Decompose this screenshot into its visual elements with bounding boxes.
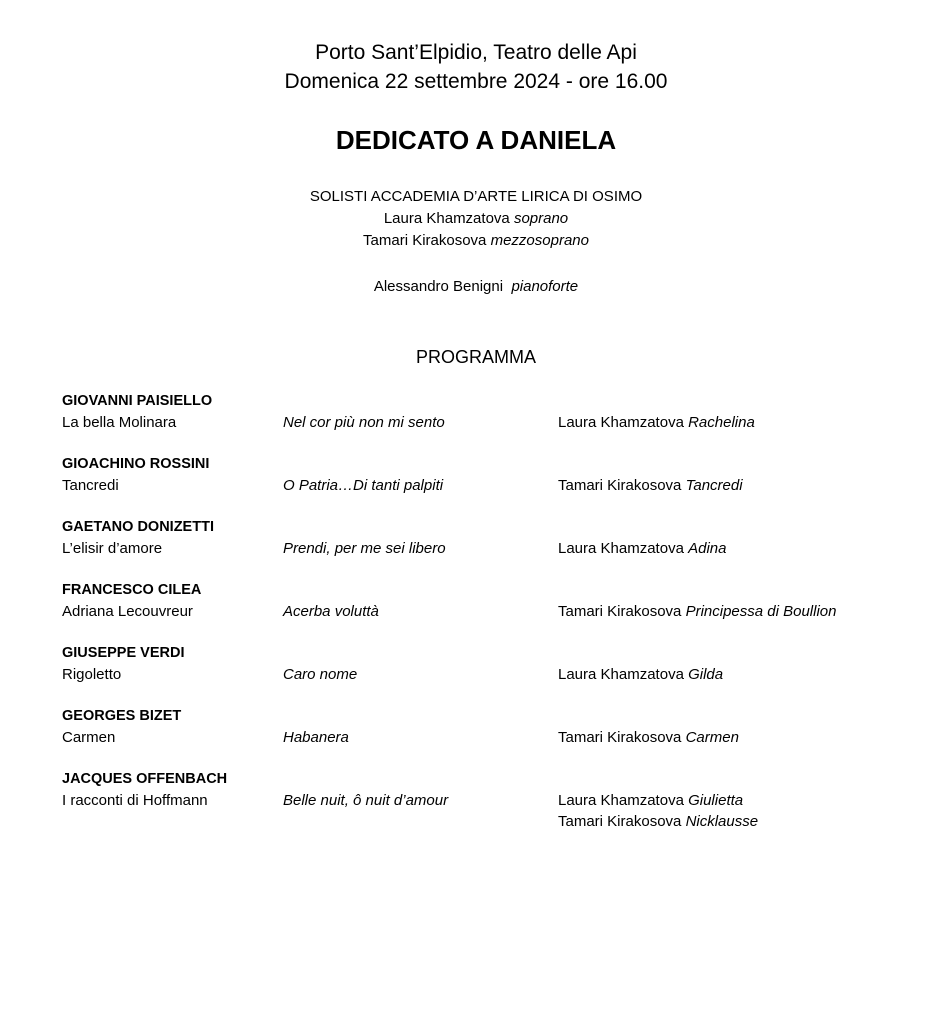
program-item — [62, 454, 902, 517]
aria-title: Prendi, per me sei libero — [283, 540, 446, 557]
singer-line — [558, 475, 743, 496]
aria-title: Acerba voluttà — [283, 603, 379, 620]
singer-line — [558, 790, 758, 811]
composer-name: FRANCESCO CILEA — [62, 582, 202, 598]
program-list — [62, 391, 902, 832]
pianist-line — [0, 276, 925, 298]
singer-list — [558, 601, 836, 622]
singer-name: Laura Khamzatova — [558, 414, 684, 431]
aria-title: Habanera — [283, 729, 349, 746]
composer-name: GAETANO DONIZETTI — [62, 519, 214, 535]
composer-name: GIOVANNI PAISIELLO — [62, 393, 213, 409]
singer-line — [558, 601, 836, 622]
singer-name: Laura Khamzatova — [558, 666, 684, 683]
singer-name: Tamari Kirakosova — [558, 729, 682, 746]
pianist-name: Alessandro Benigni — [373, 278, 504, 295]
spacer — [0, 252, 925, 276]
program-item — [62, 580, 902, 643]
aria-title: Nel cor più non mi sento — [283, 414, 445, 431]
pianist-instrument: pianoforte — [511, 278, 579, 295]
singer-list — [558, 475, 743, 496]
soloist-voice: mezzosoprano — [490, 232, 589, 249]
singer-line — [558, 538, 726, 559]
singer-name: Laura Khamzatova — [558, 540, 684, 557]
singer-role: Adina — [688, 540, 727, 557]
soloist-name: Tamari Kirakosova — [363, 232, 487, 249]
singer-role: Nicklausse — [685, 813, 759, 830]
composer-name: GIOACHINO ROSSINI — [62, 456, 210, 472]
singer-line — [558, 412, 755, 433]
singer-line — [558, 664, 723, 685]
singer-role: Rachelina — [688, 414, 755, 431]
soloist-voice: soprano — [513, 210, 569, 227]
singer-list — [558, 412, 755, 433]
program-item — [62, 391, 902, 454]
soloist-line — [0, 208, 925, 230]
opera-title: Tancredi — [62, 477, 119, 494]
singer-list — [558, 790, 758, 832]
performers-block — [0, 186, 925, 298]
singer-list — [558, 538, 726, 559]
singer-list — [558, 664, 723, 685]
opera-title: La bella Molinara — [62, 414, 177, 431]
composer-name: GEORGES BIZET — [62, 708, 182, 724]
singer-role: Carmen — [685, 729, 739, 746]
singer-role: Principessa di Boullion — [685, 603, 837, 620]
composer-name: JACQUES OFFENBACH — [62, 771, 228, 787]
singer-name: Tamari Kirakosova — [558, 813, 682, 830]
aria-title: Caro nome — [283, 666, 358, 683]
venue-block — [0, 38, 925, 96]
page-title: DEDICATO A DANIELA — [335, 125, 617, 155]
singer-role: Gilda — [688, 666, 724, 683]
soloist-name: Laura Khamzatova — [383, 210, 510, 227]
singer-role: Giulietta — [688, 792, 744, 809]
program-item — [62, 643, 902, 706]
date-line: Domenica 22 settembre 2024 - ore 16.00 — [284, 70, 668, 93]
opera-title: L’elisir d’amore — [62, 540, 163, 557]
aria-title: Belle nuit, ô nuit d’amour — [283, 792, 449, 809]
singer-line — [558, 727, 739, 748]
opera-title: I racconti di Hoffmann — [62, 792, 208, 809]
ensemble-name: SOLISTI ACCADEMIA D’ARTE LIRICA DI OSIMO — [309, 188, 643, 205]
program-item — [62, 517, 902, 580]
singer-line — [558, 811, 758, 832]
composer-name: GIUSEPPE VERDI — [62, 645, 185, 661]
venue-line: Porto Sant’Elpidio, Teatro delle Api — [315, 41, 637, 64]
opera-title: Adriana Lecouvreur — [62, 603, 193, 620]
aria-title: O Patria…Di tanti palpiti — [283, 477, 444, 494]
singer-name: Tamari Kirakosova — [558, 603, 682, 620]
opera-title: Rigoletto — [62, 666, 122, 683]
program-heading: PROGRAMMA — [415, 347, 536, 367]
program-item — [62, 769, 902, 832]
singer-name: Tamari Kirakosova — [558, 477, 682, 494]
singer-list — [558, 727, 739, 748]
singer-role: Tancredi — [685, 477, 743, 494]
program-item — [62, 706, 902, 769]
singer-name: Laura Khamzatova — [558, 792, 684, 809]
soloist-line — [0, 230, 925, 252]
opera-title: Carmen — [62, 729, 116, 746]
